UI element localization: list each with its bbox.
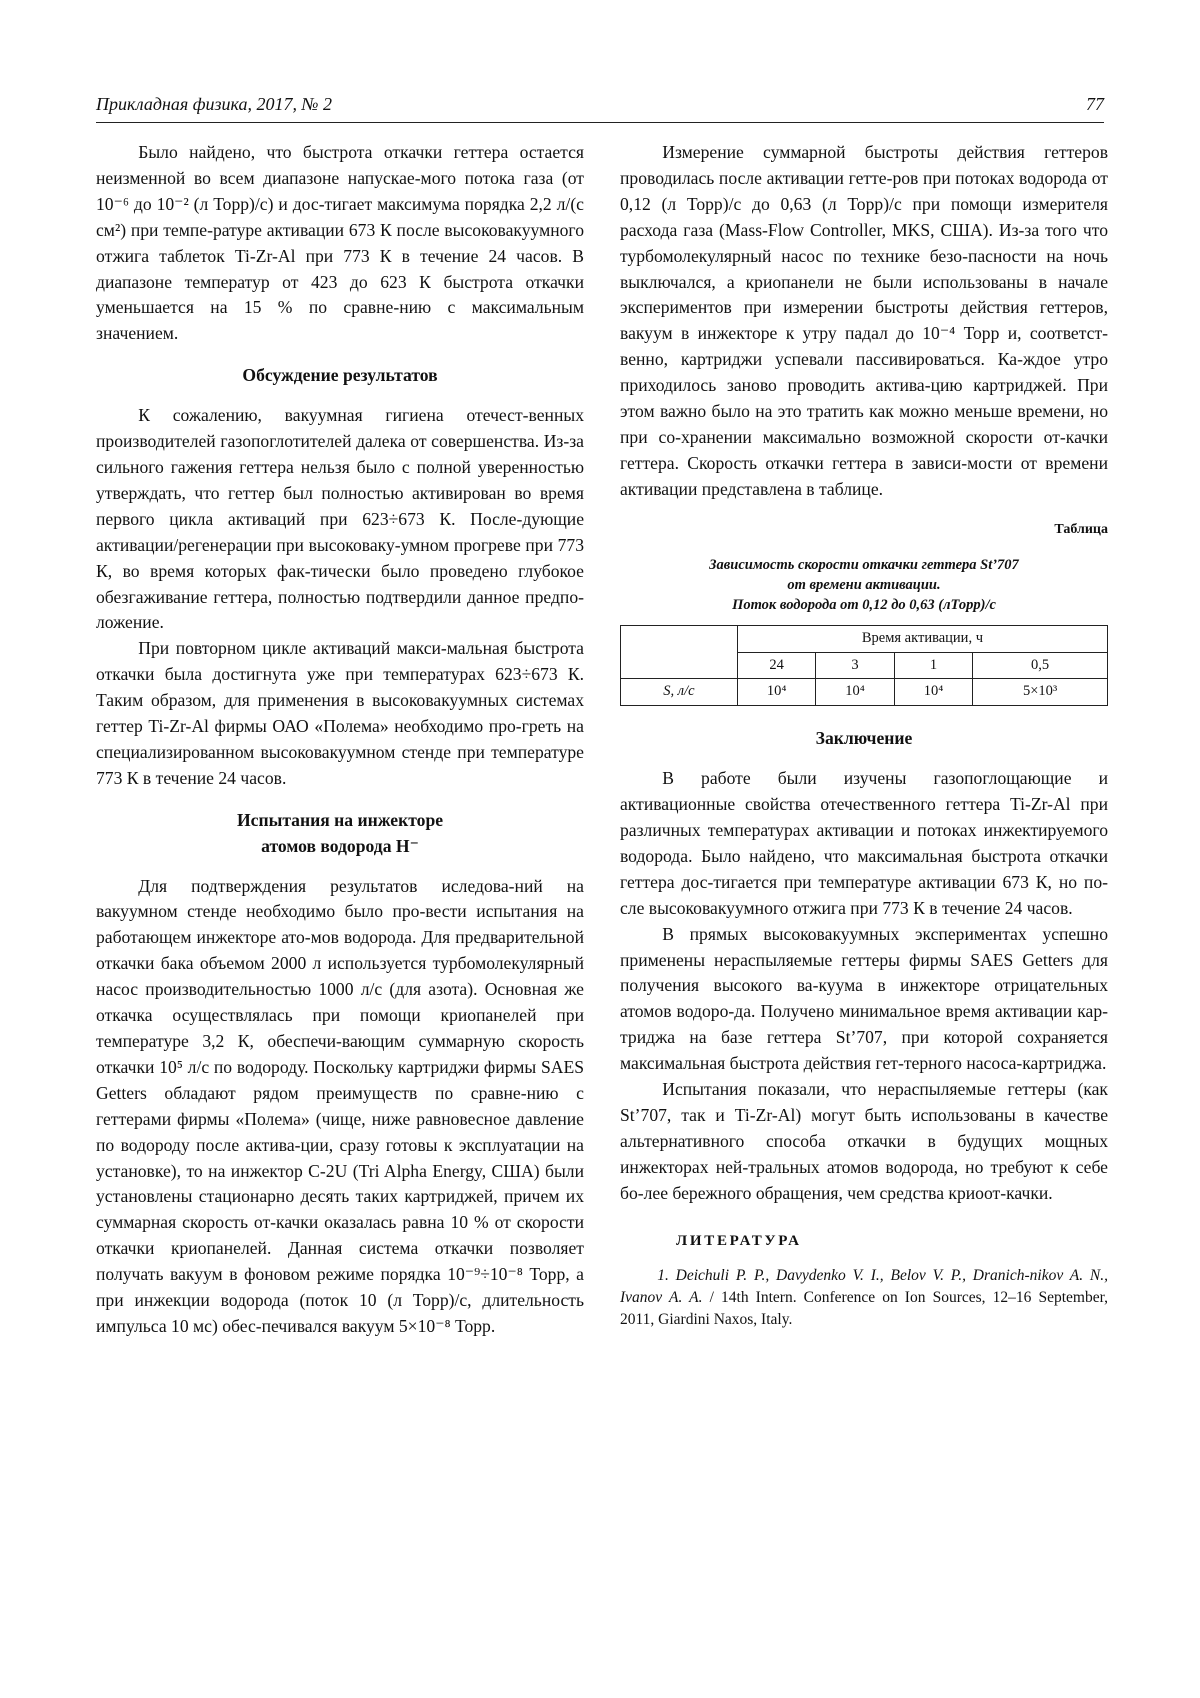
- table-value-cell: 10⁴: [737, 679, 815, 706]
- table-title-line1: Зависимость скорости откачки геттера St’707: [709, 556, 1019, 573]
- table-title-line3: Поток водорода от 0,12 до 0,63 (лТорр)/с: [732, 596, 996, 613]
- paragraph: К сожалению, вакуумная гигиена отечест-венных производителей газопоглотителей далека от совершенства. Из-за сильного гажения геттера нельзя было с полной уверенностью утверждать, что геттер был полностью активирован во время первого цикла активаций при 623÷673 К. После-дующие активации/регенерации при высоковаку-умном прогреве при 773 К, во время которых фак-тически было проведено глубокое обезгаживание геттера, полностью подтвердили данное предпо-ложение.: [96, 405, 584, 633]
- section-heading-injector-line2: атомов водорода H⁻: [261, 835, 419, 856]
- table-time-cell: 3: [816, 652, 894, 679]
- table-label: Таблица: [1054, 521, 1108, 537]
- left-column: [96, 140, 584, 1340]
- activation-table: [620, 625, 1108, 707]
- reference-item: [620, 1265, 1108, 1331]
- journal-title: Прикладная физика, 2017, № 2: [96, 94, 332, 114]
- table-group-header: Время активации, ч: [737, 625, 1107, 652]
- paragraph: Измерение суммарной быстроты действия геттеров проводилась после активации гетте-ров при потоках водорода от 0,12 (л Торр)/с до 0,63 (л Торр)/с при помощи измерителя расхода газа (Mass-Flow Controller, MKS, США). Из-за того что турбомолекулярный насос по технике безо-пасности на ночь выключался, а криопанели не были использованы в начале экспериментов при измерении быстроты действия геттеров, вакуум в инжекторе к утру падал до 10⁻⁴ Торр и, соответст-венно, картриджи успевали пассивироваться. Ка-ждое утро приходилось заново проводить актива-цию картриджей. При этом важно было на это тратить как можно меньше времени, но при со-хранении максимально возможной скорости от-качки геттера. Скорость откачки геттера в зависи-мости от времени активации представлена в таблице.: [620, 142, 1108, 499]
- table-row-label: S, л/с: [621, 679, 738, 706]
- section-heading-discussion: Обсуждение результатов: [242, 365, 438, 386]
- page-number: 77: [1086, 94, 1104, 114]
- right-column: [620, 140, 1108, 1331]
- paragraph: Испытания показали, что нераспыляемые геттеры (как St’707, так и Ti-Zr-Al) могут быть использованы в качестве альтернативного способа откачки в будущих мощных инжекторах ней-тральных атомов водорода, но требуют к себе бо-лее бережного обращения, чем средства криоот-качки.: [620, 1079, 1108, 1203]
- table-time-cell: 1: [894, 652, 972, 679]
- literature-heading: ЛИТЕРАТУРА: [676, 1232, 802, 1249]
- table-time-cell: 24: [737, 652, 815, 679]
- running-header: [96, 92, 1104, 123]
- paragraph: Для подтверждения результатов иследова-ний на вакуумном стенде необходимо было про-вести испытания на работающем инжекторе ато-мов водорода. Для предварительной откачки бака объемом 2000 л используется турбомолекулярный насос производительностью 1000 л/с (для азота). Основная же откачка осуществлялась при помощи криопанелей при температуре 3,2 К, обеспечи-вающим суммарную скорость откачки 10⁵ л/с по водороду. Поскольку картриджи фирмы SAES Getters обладают рядом преимуществ по сравне-нию с геттерами фирмы «Полема» (чище, ниже равновесное давление по водороду после актива-ции, сразу готовы к эксплуатации на установке), то на инжектор С-2U (Tri Alpha Energy, США) были установлены стационарно десять таких картриджей, причем их суммарная скорость от-качки оказалась равна 10 % от скорости откачки криопанелей. Данная система откачки позволяет получать вакуум в фоновом режиме порядка 10⁻⁹÷10⁻⁸ Торр, а при инжекции водорода (поток 10 (л Торр)/с, длительность импульса 10 мс) обес-печивался вакуум 5×10⁻⁸ Торр.: [96, 875, 584, 1336]
- paragraph: Было найдено, что быстрота откачки геттера остается неизменной во всем диапазоне напускае-мого потока газа (от 10⁻⁶ до 10⁻² (л Торр)/с) и дос-тигает максимума порядка 2,2 л/(с см²) при темпе-ратуре активации 673 К после высоковакуумного отжига таблеток Ti-Zr-Al при 773 К в течение 24 часов. В диапазоне температур от 423 до 623 К быстрота откачки уменьшается на 15 % по сравне-нию с максимальным значением.: [96, 142, 584, 344]
- paragraph: В прямых высоковакуумных экспериментах успешно применены нераспыляемые геттеры фирмы SAES Getters для получения высокого ва-куума в инжекторе отрицательных атомов водоро-да. Получено минимальное время активации кар-триджа на базе геттера St’707, при которой сохраняется максимальная быстрота действия гет-терного насоса-картриджа.: [620, 923, 1108, 1074]
- paragraph: В работе были изучены газопоглощающие и активационные свойства отечественного геттера Ti-Zr-Al при различных температурах активации и потоках инжектируемого водорода. Было найдено, что максимальная быстрота откачки геттера дос-тигается при температуре активации 673 К, но по-сле высоковакуумного отжига при 773 К в течение 24 часов.: [620, 768, 1108, 918]
- reference-source: / 14th Intern. Conference on Ion Sources, 12–16 September, 2011, Giardini Naxos, Italy.: [620, 1288, 1109, 1328]
- table-title-line2: от времени активации.: [787, 576, 941, 593]
- section-heading-conclusion: Заключение: [815, 728, 913, 749]
- table-value-cell: 10⁴: [816, 679, 894, 706]
- table-value-cell: 5×10³: [973, 679, 1108, 706]
- reference-authors: 1. Deichuli P. P., Davydenko V. I., Belov V. P., Dranich-nikov A. N., Ivanov A. A.: [620, 1266, 1108, 1306]
- section-heading-injector-line1: Испытания на инжекторе: [236, 809, 444, 830]
- table-corner-cell: [621, 625, 738, 679]
- table-value-cell: 10⁴: [894, 679, 972, 706]
- table-time-cell: 0,5: [973, 652, 1108, 679]
- paragraph: При повторном цикле активаций макси-мальная быстрота откачки была достигнута уже при температурах 623÷673 К. Таким образом, для применения в высоковакуумных системах геттер Ti-Zr-Al фирмы ОАО «Полема» необходимо про-греть на специализированном высоковакуумном стенде при температуре 773 К в течение 24 часов.: [96, 638, 584, 788]
